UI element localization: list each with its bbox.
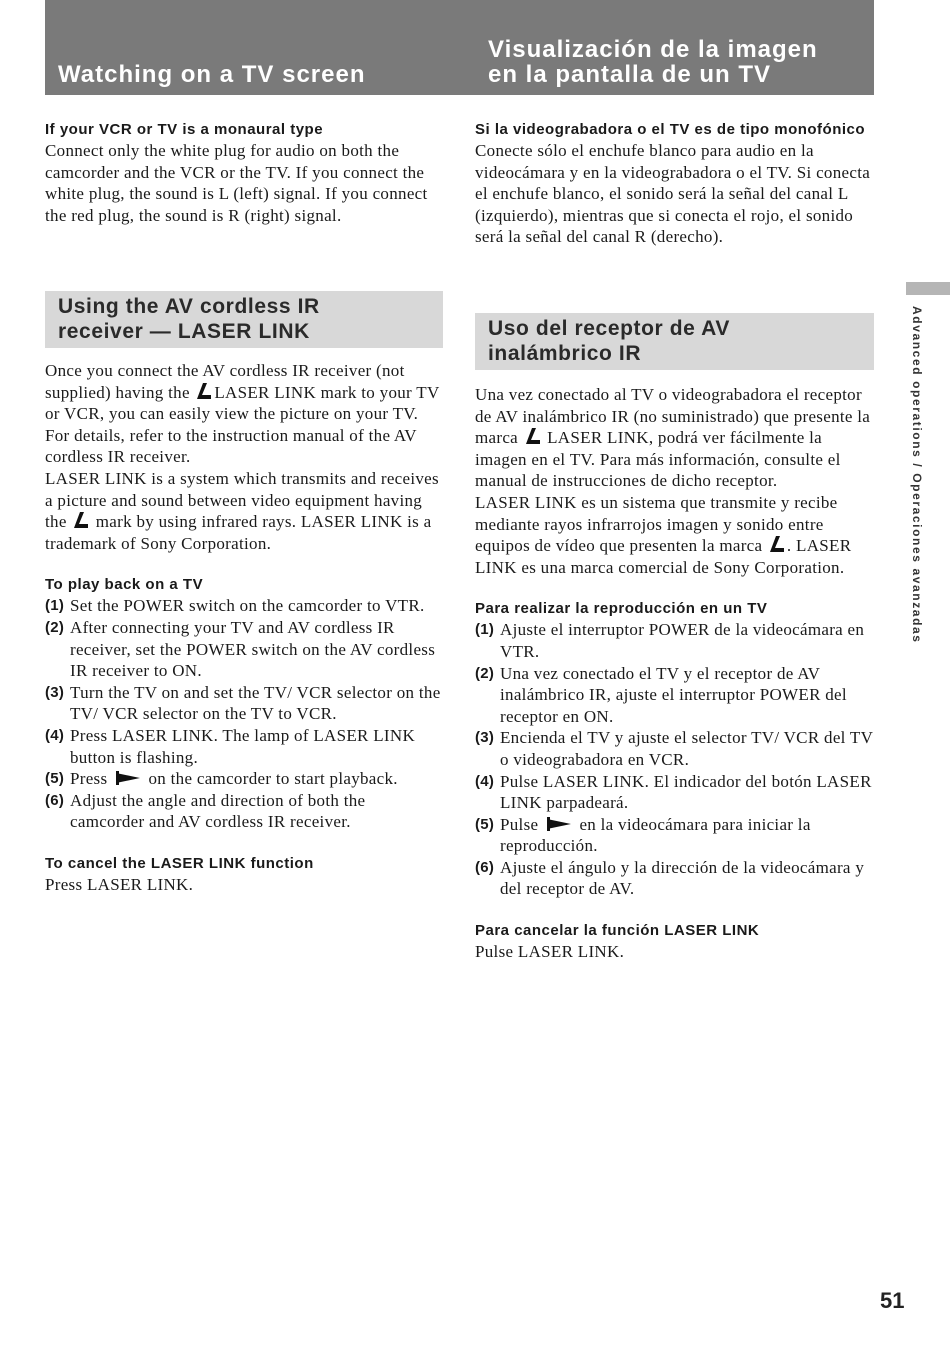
- system-text-es: [475, 492, 874, 578]
- step-en-3: [45, 682, 443, 725]
- laser-link-icon: [525, 428, 541, 445]
- mono-section-en: [45, 119, 443, 226]
- step-text: Una vez conectado el TV y el receptor de AV inalámbrico IR, ajuste el interruptor POWER del receptor en ON.: [500, 663, 847, 726]
- play-steps-en: [45, 595, 443, 833]
- step-number: (4): [45, 726, 65, 744]
- laser-link-section-es: [475, 313, 874, 963]
- system-text-en-b: mark by using infrared rays. LASER LINK is a trademark of Sony Corporation.: [45, 512, 432, 553]
- page-number: 51: [880, 1288, 905, 1313]
- side-section-label: Advanced operations / Operaciones avanzadas: [910, 306, 924, 644]
- step-text: Adjust the angle and direction of both the camcorder and AV cordless IR receiver.: [70, 790, 366, 832]
- system-text-es-a: LASER LINK es un sistema que transmite y recibe mediante rayos infrarrojos imagen y sonido entre equipos de vídeo que presenten la marca: [475, 492, 838, 556]
- mono-section-es: [475, 119, 874, 248]
- page-title-es-line1: Visualización de la imagen: [488, 36, 818, 63]
- step-number: (1): [45, 597, 65, 615]
- step-text: Ajuste el interruptor POWER de la videocámara en VTR.: [500, 620, 865, 661]
- step-number: (6): [45, 791, 65, 809]
- laser-link-icon: [769, 536, 785, 553]
- mono-text-en: Connect only the white plug for audio on both the camcorder and the VCR or the TV. If you connect the white plug, the sound is L (left) signal. If you connect the red plug, the sound is R (right) signal.: [45, 141, 428, 225]
- laser-link-section-en: [45, 291, 443, 895]
- page-title-en-text: Watching on a TV screen: [58, 61, 366, 88]
- step-text: Set the POWER switch on the camcorder to VTR.: [70, 596, 425, 616]
- step-text: Pulse: [500, 814, 543, 834]
- cancel-heading-es: Para cancelar la función LASER LINK: [475, 922, 760, 940]
- step-es-3: [475, 727, 874, 770]
- step-number: (3): [45, 683, 65, 701]
- play-icon: [116, 771, 140, 785]
- mono-heading-en: If your VCR or TV is a monaural type: [45, 121, 324, 138]
- section-tab-marker: [906, 282, 950, 295]
- section-title-es-line2: inalámbrico IR: [488, 342, 642, 365]
- system-text-en-a: LASER LINK is a system which transmits and receives a picture and sound between video equipment having the: [45, 468, 439, 532]
- step-number: (6): [475, 858, 495, 876]
- step-en-5: [45, 768, 443, 790]
- mono-text-es: Conecte sólo el enchufe blanco para audio en la videocámara y en la videograbadora o el TV. Si conecta el enchufe blanco, el sonido será la señal del canal L (izquierdo), mientras que si conecta el rojo, el sonido será la señal del canal R (derecho).: [475, 141, 871, 247]
- step-es-1: [475, 619, 874, 662]
- section-title-en-line2: receiver — LASER LINK: [58, 320, 310, 343]
- page-title-es-text: [488, 37, 866, 87]
- step-number: (5): [475, 815, 495, 833]
- step-number: (3): [475, 729, 495, 747]
- step-number: (5): [45, 770, 65, 788]
- section-title-en: [45, 291, 443, 348]
- page-title-en: [45, 0, 475, 95]
- section-title-es: [475, 313, 874, 370]
- cancel-heading-en: To cancel the LASER LINK function: [45, 854, 314, 872]
- step-number: (1): [475, 621, 495, 639]
- page-title-es-line2: en la pantalla de un TV: [488, 61, 772, 88]
- step-number: (2): [45, 618, 65, 636]
- step-text-cont: en la videocámara para iniciar la reproducción.: [500, 814, 811, 856]
- step-es-2: [475, 663, 874, 728]
- intro-text-es: [475, 384, 874, 492]
- step-en-6: [45, 790, 443, 833]
- step-es-5: [475, 814, 874, 857]
- step-number: (2): [475, 664, 495, 682]
- laser-link-icon: [73, 512, 89, 529]
- cancel-text-es: Pulse LASER LINK.: [475, 942, 625, 962]
- step-en-4: [45, 725, 443, 768]
- page-title-es: [475, 0, 874, 95]
- step-text: Ajuste el ángulo y la dirección de la videocámara y del receptor de AV.: [500, 857, 865, 899]
- step-number: (4): [475, 772, 495, 790]
- step-es-4: [475, 771, 874, 814]
- intro-text-es-a: Una vez conectado al TV o videograbadora el receptor de AV inalámbrico IR (no suministrado) que presente la marca: [475, 385, 871, 448]
- play-heading-en: To play back on a TV: [45, 576, 204, 594]
- section-title-en-line1: Using the AV cordless IR: [58, 295, 320, 318]
- play-heading-es: Para realizar la reproducción en un TV: [475, 600, 768, 618]
- step-text: Pulse LASER LINK. El indicador del botón LASER LINK parpadeará.: [500, 771, 872, 813]
- laser-link-icon: [196, 383, 212, 400]
- step-text-cont: on the camcorder to start playback.: [143, 769, 398, 789]
- mono-heading-es: Si la videograbadora o el TV es de tipo monofónico: [475, 121, 866, 138]
- play-icon: [547, 817, 571, 831]
- step-text: Turn the TV on and set the TV/ VCR selector on the TV/ VCR selector on the TV to VCR.: [70, 682, 441, 724]
- step-text: Press: [70, 769, 112, 789]
- step-en-2: [45, 617, 443, 682]
- intro-text-en-a: Once you connect the AV cordless IR receiver (not supplied) having the: [45, 361, 405, 402]
- step-text: Encienda el TV y ajuste el selector TV/ VCR del TV o videograbadora en VCR.: [500, 728, 873, 769]
- intro-text-en-b: LASER LINK mark to your TV or VCR, you can easily view the picture on your TV. For details, refer to the instruction manual of the AV cordless IR receiver.: [45, 382, 440, 467]
- intro-text-es-b: LASER LINK, podrá ver fácilmente la imagen en el TV. Para más información, consulte el manual de instrucciones de dicho receptor.: [475, 428, 841, 491]
- step-text: After connecting your TV and AV cordless IR receiver, set the POWER switch on the AV cordless IR receiver to ON.: [70, 617, 436, 681]
- system-text-en: [45, 468, 443, 554]
- system-text-es-b: . LASER LINK es una marca comercial de Sony Corporation.: [475, 536, 852, 577]
- play-steps-es: [475, 619, 874, 900]
- step-text: Press LASER LINK. The lamp of LASER LINK button is flashing.: [70, 725, 416, 767]
- intro-text-en: [45, 360, 443, 468]
- cancel-text-en: Press LASER LINK.: [45, 874, 194, 894]
- step-es-6: [475, 857, 874, 900]
- step-en-1: [45, 595, 443, 617]
- section-title-es-line1: Uso del receptor de AV: [488, 317, 730, 340]
